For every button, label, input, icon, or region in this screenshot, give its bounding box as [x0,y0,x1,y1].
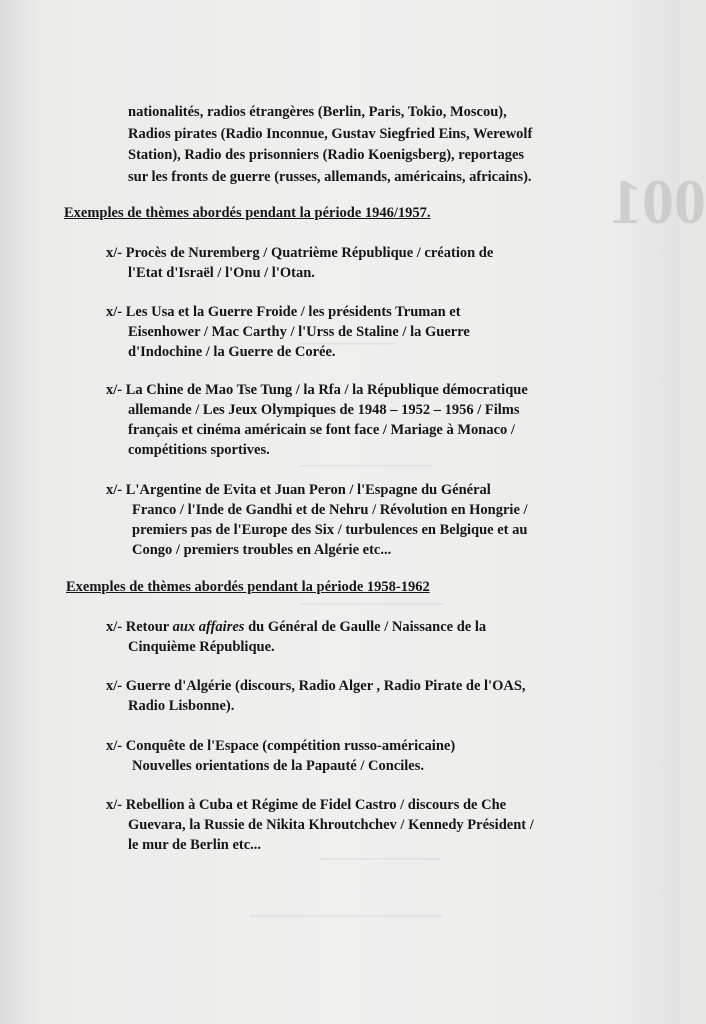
theme-line-rest: du Général de Gaulle / Naissance de la [244,619,487,635]
theme-item [106,736,455,776]
theme-line: x/- Les Usa et la Guerre Froide / les présidents Truman et [106,304,461,320]
show-through-mark: ──────────────────── [320,855,441,866]
theme-item [106,380,528,460]
theme-line: Guevara, la Russie de Nikita Khroutchchev / Kennedy Président / [128,817,534,833]
theme-line: x/- La Chine de Mao Tse Tung / la Rfa / la République démocratique [106,382,528,398]
theme-line: l'Etat d'Israël / l'Onu / l'Otan. [128,265,315,281]
theme-line: Cinquième République. [128,639,275,655]
theme-item [106,795,534,855]
intro-line: nationalités, radios étrangères (Berlin, Paris, Tokio, Moscou), [128,104,507,120]
theme-line: x/- Procès de Nuremberg / Quatrième République / création de [106,245,494,261]
theme-line: x/- Guerre d'Algérie (discours, Radio Alger , Radio Pirate de l'OAS, [106,678,526,694]
section-heading-1958-1962: Exemples de thèmes abordés pendant la période 1958-1962 [66,579,430,595]
theme-line: allemande / Les Jeux Olympiques de 1948 – 1952 – 1956 / Films [128,402,520,418]
theme-line [106,617,486,637]
theme-line: français et cinéma américain se font face / Mariage à Monaco / [128,422,515,438]
show-through-mark: ────────────────────── [300,462,433,473]
intro-line: sur les fronts de guerre (russes, allemands, américains, africains). [128,168,532,185]
theme-item [106,617,486,657]
theme-line: Radio Lisbonne). [128,698,235,714]
theme-item [106,243,493,283]
theme-line: Eisenhower / Mac Carthy / l'Urss de Staline / la Guerre [128,324,470,340]
theme-line-prefix: x/- Retour [106,619,173,635]
theme-line: le mur de Berlin etc... [128,837,262,853]
theme-line: x/- Rebellion à Cuba et Régime de Fidel Castro / discours de Che [106,797,507,813]
theme-line: x/- Conquête de l'Espace (compétition russo-américaine) [106,738,456,754]
theme-line: compétitions sportives. [128,442,270,458]
section-heading-1946-1957: Exemples de thèmes abordés pendant la période 1946/1957. [64,205,431,221]
theme-line: Nouvelles orientations de la Papauté / Conciles. [132,758,425,774]
theme-line: x/- L'Argentine de Evita et Juan Peron / l'Espagne du Général [106,482,491,498]
theme-item [106,302,470,362]
show-through-mark: ──────────────────────── [300,600,445,611]
show-through-mark: ──────────────── [300,340,397,351]
theme-line: Franco / l'Inde de Gandhi et de Nehru / Révolution en Hongrie / [132,502,528,518]
theme-line: Congo / premiers troubles en Algérie etc... [132,542,392,558]
theme-line-italic: aux affaires [172,619,245,635]
theme-item [106,676,526,716]
theme-line: d'Indochine / la Guerre de Corée. [128,344,336,360]
show-through-mark: ──────────────────────────────── [250,912,443,923]
intro-paragraph [128,102,628,188]
intro-line: Station), Radio des prisonniers (Radio Koenigsberg), reportages [128,147,525,163]
intro-line: Radios pirates (Radio Inconnue, Gustav Siegfried Eins, Werewolf [128,125,533,142]
show-through-mark: 001 [610,166,706,237]
theme-line: premiers pas de l'Europe des Six / turbulences en Belgique et au [132,522,528,538]
theme-item [106,480,528,560]
